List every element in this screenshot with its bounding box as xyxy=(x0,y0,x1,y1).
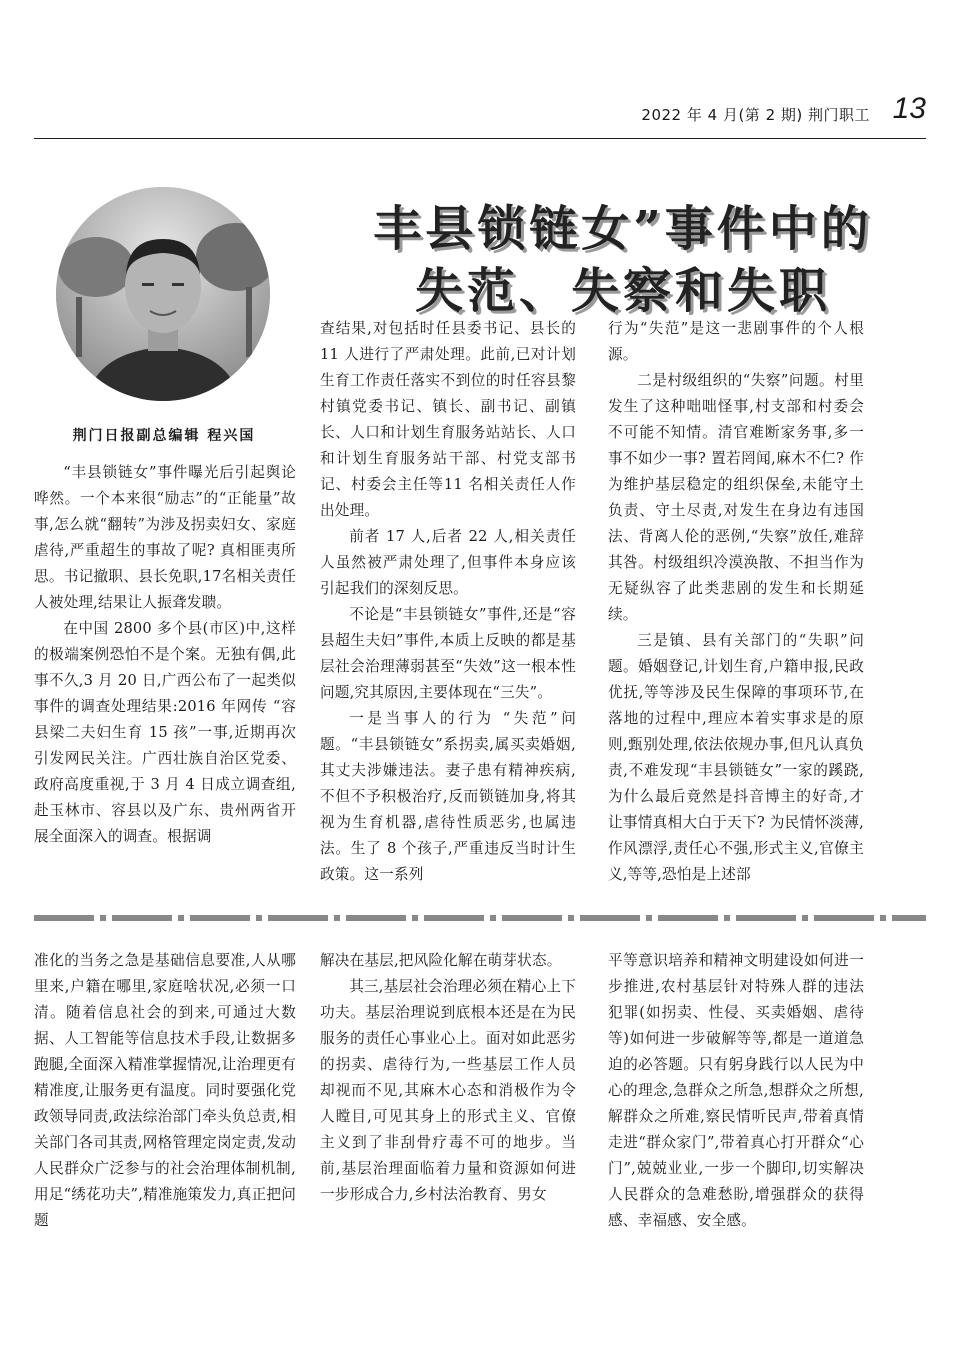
paragraph: “丰县锁链女”事件曝光后引起舆论哗然。一个本来很“励志”的“正能量”故事,怎么就“翻转”为涉及拐卖妇女、家庭虐待,严重超生的事故了呢? 真相匪夷所思。书记撤职、县长免职,17名相关责任人被处理,结果让人振聋发聩。 xyxy=(34,464,296,611)
text-column-1 xyxy=(34,460,296,850)
paragraph: 平等意识培养和精神文明建设如何进一步推进,农村基层针对特殊人群的违法犯罪(如拐卖、性侵、买卖婚姻、虐待等)如何进一步破解等等,都是一道道急迫的必答题。只有躬身践行以人民为中心的理念,急群众之所急,想群众之所想,解群众之所难,察民情听民声,带着真情走进“群众家门”,带着真心打开群众“心门”,兢兢业业,一步一个脚印,切实解决人民群众的急难愁盼,增强群众的获得感、幸福感、安全感。 xyxy=(608,952,864,1229)
paragraph: 二是村级组织的“失察”问题。村里发生了这种咄咄怪事,村支部和村委会不可能不知情。清官难断家务事,多一事不如少一事? 置若罔闻,麻木不仁? 作为维护基层稳定的组织保垒,未能守土负责、守土尽责,对发生在身边有违国法、背离人伦的恶例,“失察”放任,难辞其咎。村级组织冷漠涣散、不担当作为无疑纵容了此类悲剧的发生和长期延续。 xyxy=(608,372,864,623)
paragraph: 解决在基层,把风险化解在萌芽状态。 xyxy=(320,952,562,969)
page-header xyxy=(34,86,926,139)
paragraph: 查结果,对包括时任县委书记、县长的 11 人进行了严肃处理。此前,已对计划生育工作责任落实不到位的时任容县黎村镇党委书记、镇长、副书记、副镇长、人口和计划生育服务站站长、人口和计划生育服务站干部、村党支部书记、村委会主任等11 名相关责任人作出处理。 xyxy=(320,320,576,519)
author-photo xyxy=(56,187,270,401)
text-column-4 xyxy=(34,948,296,1234)
paragraph: 行为“失范”是这一悲剧事件的个人根源。 xyxy=(608,320,864,363)
text-column-2 xyxy=(320,316,576,888)
paragraph: 准化的当务之急是基础信息要准,人从哪里来,户籍在哪里,家庭啥状况,必须一口清。随着信息社会的到来,可通过大数据、人工智能等信息技术手段,让数据多跑腿,全面深入精准掌握情况,让治理更有精准度,让服务更有温度。同时要强化党政领导同责,政法综治部门牵头负总责,相关部门各司其责,网格管理定岗定责,发动人民群众广泛参与的社会治理体制机制,用足“绣花功夫”,精准施策发力,真正把问题 xyxy=(34,952,296,1229)
author-portrait-image xyxy=(56,187,270,401)
text-column-3 xyxy=(608,316,864,888)
issue-info: 2022 年 4 月(第 2 期) 荆门职工 xyxy=(641,106,870,124)
paragraph: 在中国 2800 多个县(市区)中,这样的极端案例恐怕不是个案。无独有偶,此事不久,3 月 20 日,广西公布了一起类似事件的调查处理结果:2016 年网传 “容县梁二夫妇生育 15 孩”一事,近期再次引发网民关注。广西壮族自治区党委、政府高度重视,于 3 月 4 日成立调查组,赴玉林市、容县以及广东、贵州两省开展全面深入的调查。根据调 xyxy=(34,620,296,845)
article-title-line-1: 丰县锁链女”事件中的 xyxy=(373,201,873,257)
paragraph: 三是镇、县有关部门的“失职”问题。婚姻登记,计划生育,户籍申报,民政优抚,等等涉及民生保障的事项环节,在落地的过程中,理应本着实事求是的原则,甄别处理,依法依规办事,但凡认真负责,不难发现“丰县锁链女”一家的蹊跷,为什么最后竟然是抖音博主的好奇,才让事情真相大白于天下? 为民情怀淡薄,作风漂浮,责任心不强,形式主义,官僚主义,等等,恐怕是上述部 xyxy=(608,632,864,883)
paragraph: 其三,基层社会治理必须在精心上下功夫。基层治理说到底根本还是在为民服务的责任心事业心上。面对如此恶劣的拐卖、虐待行为,一些基层工作人员却视而不见,其麻木心态和消极作为令人瞠目,可见其身上的形式主义、官僚主义到了非刮骨疗毒不可的地步。当前,基层治理面临着力量和资源如何进一步形成合力,乡村法治教育、男女 xyxy=(320,978,576,1203)
article-title-line-2: 失范、失察和失职 xyxy=(414,263,831,319)
paragraph: 前者 17 人,后者 22 人,相关责任人虽然被严肃处理了,但事件本身应该引起我们的深刻反思。 xyxy=(320,528,576,597)
paragraph: 一是当事人的行为 “失范”问题。“丰县锁链女”系拐卖,属买卖婚姻,其丈夫涉嫌违法。妻子患有精神疾病,不但不予积极治疗,反而锁链加身,将其视为生育机器,虐待性质恶劣,也属违法。生了 8 个孩子,严重违反当时计生政策。这一系列 xyxy=(320,710,576,883)
section-divider xyxy=(34,915,926,921)
paragraph: 不论是“丰县锁链女”事件,还是“容县超生夫妇”事件,本质上反映的都是基层社会治理薄弱甚至“失效”这一根本性问题,究其原因,主要体现在“三失”。 xyxy=(320,606,576,701)
author-caption: 荆门日报副总编辑 程兴国 xyxy=(72,428,256,444)
page-number: 13 xyxy=(892,92,926,125)
text-column-5 xyxy=(320,948,576,1208)
text-column-6 xyxy=(608,948,864,1234)
